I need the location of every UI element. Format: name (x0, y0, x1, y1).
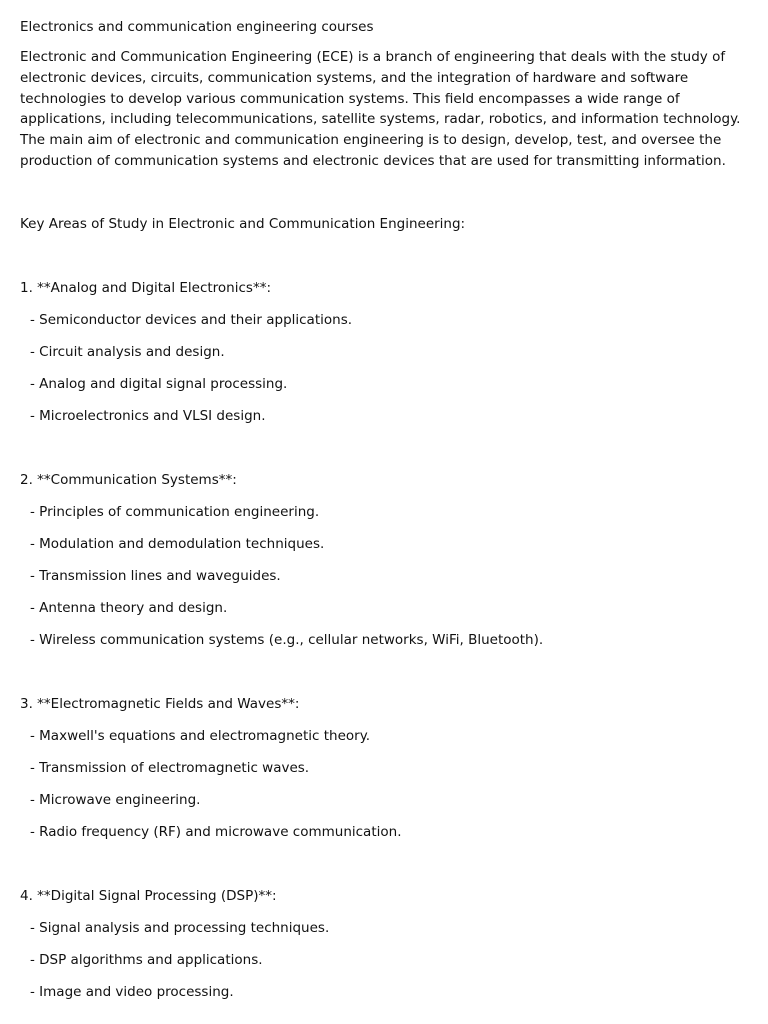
section-heading: 4. **Digital Signal Processing (DSP)**: (20, 887, 277, 904)
list-item: - Analog and digital signal processing. (30, 375, 288, 392)
list-item: - Image and video processing. (30, 983, 234, 1000)
list-item: - DSP algorithms and applications. (30, 951, 263, 968)
key-areas-heading: Key Areas of Study in Electronic and Communication Engineering: (20, 215, 466, 232)
section-analog-digital-electronics (20, 278, 748, 426)
intro-paragraph: Electronic and Communication Engineering (ECE) is a branch of engineering that deals with the study of electronic devices, circuits, communication systems, and the integration of hardware and software technologies to develop various communication systems. This field encompasses a wide range of applications, including telecommunications, satellite systems, radar, robotics, and information technology. The main aim of electronic and communication engineering is to design, develop, test, and oversee the production of communication systems and electronic devices that are used for transmitting information. (20, 49, 741, 169)
section-communication-systems (20, 470, 748, 650)
list-item: - Principles of communication engineering. (30, 503, 320, 520)
section-list (20, 726, 748, 842)
list-item: - Microelectronics and VLSI design. (30, 407, 266, 424)
list-item: - Wireless communication systems (e.g., cellular networks, WiFi, Bluetooth). (30, 631, 544, 648)
section-electromagnetic-fields-waves (20, 694, 748, 842)
document-title: Electronics and communication engineering courses (20, 19, 374, 35)
section-list (20, 310, 748, 426)
list-item: - Signal analysis and processing techniques. (30, 919, 330, 936)
list-item: - Radio frequency (RF) and microwave communication. (30, 823, 402, 840)
list-item: - Microwave engineering. (30, 791, 201, 808)
list-item: - Semiconductor devices and their applications. (30, 311, 353, 328)
list-item: - Transmission of electromagnetic waves. (30, 759, 310, 776)
section-list (20, 502, 748, 650)
section-heading: 1. **Analog and Digital Electronics**: (20, 279, 271, 296)
list-item: - Transmission lines and waveguides. (30, 567, 281, 584)
list-item: - Maxwell's equations and electromagnetic theory. (30, 727, 371, 744)
section-heading: 2. **Communication Systems**: (20, 471, 237, 488)
list-item: - Modulation and demodulation techniques. (30, 535, 325, 552)
list-item: - Circuit analysis and design. (30, 343, 225, 360)
section-list (20, 918, 748, 1002)
section-heading: 3. **Electromagnetic Fields and Waves**: (20, 695, 300, 712)
section-digital-signal-processing (20, 886, 748, 1002)
list-item: - Antenna theory and design. (30, 599, 228, 616)
